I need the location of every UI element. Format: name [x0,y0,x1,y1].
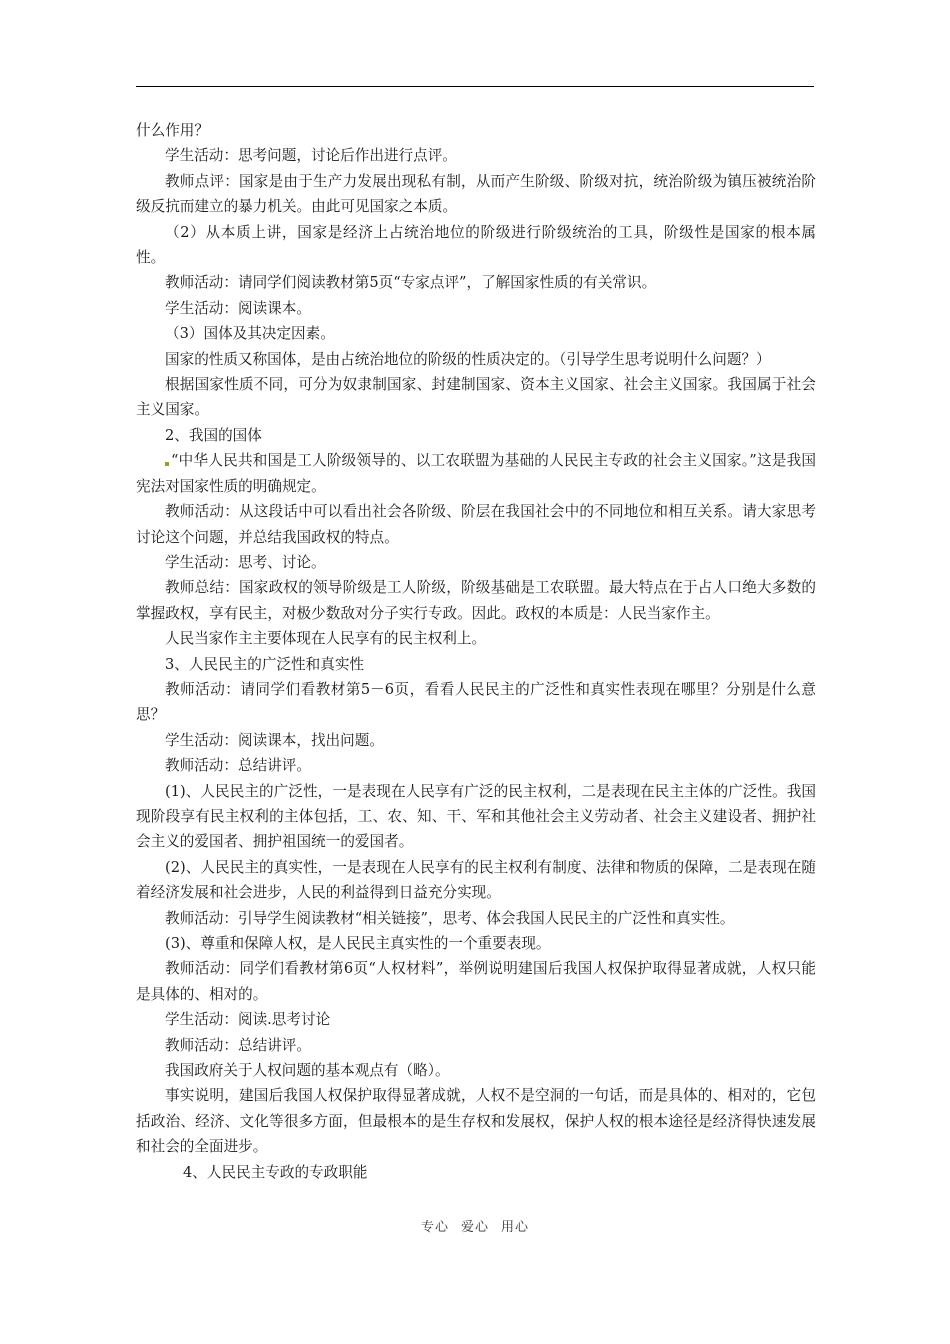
page-footer [0,1216,950,1235]
paragraph-text: 教师活动：引导学生阅读教材“相关链接”，思考、体会我国人民民主的广泛性和真实性。 [165,909,735,927]
paragraph-text: 教师活动：同学们看教材第6页“人权材料”，举例说明建国后我国人权保护取得显著成就，人权只能是具体的、相对的。 [136,960,816,1003]
annotation-mark [165,462,169,466]
paragraph-text: “中华人民共和国是工人阶级领导的、以工农联盟为基础的人民民主专政的社会主义国家。”这是我国宪法对国家性质的明确规定。 [136,452,816,495]
paragraph-text: 教师活动：总结讲评。 [165,757,311,775]
paragraph [136,1160,816,1185]
paragraph-text: 学生活动：思考、讨论。 [165,553,326,571]
paragraph [136,270,816,295]
paragraph [136,956,816,1007]
paragraph-text: 我国政府关于人权问题的基本观点有（略）。 [165,1062,450,1080]
paragraph [136,1007,816,1032]
paragraph-text: 教师总结：国家政权的领导阶级是工人阶级，阶级基础是工农联盟。最大特点在于占人口绝大多数的掌握政权，享有民主，对极少数敌对分子实行专政。因此。政权的本质是：人民当家作主。 [136,579,816,622]
paragraph-text: 事实说明，建国后我国人权保护取得显著成就，人权不是空洞的一句话，而是具体的、相对的，它包括政治、经济、文化等很多方面，但最根本的是生存权和发展权，保护人权的根本途径是经济得快速发展和社会的全面进步。 [136,1087,816,1156]
paragraph-text: 学生活动：思考问题，讨论后作出进行点评。 [165,147,457,165]
paragraph [136,321,816,346]
paragraph [136,143,816,168]
paragraph-text: （3）国体及其决定因素。 [165,325,335,343]
paragraph [136,118,816,143]
paragraph-text: 教师活动：请同学们阅读教材第5页“专家点评”，了解国家性质的有关常识。 [165,274,657,292]
paragraph-text: 什么作用？ [136,122,209,139]
paragraph [136,855,816,906]
paragraph-text: 学生活动：阅读课本。 [165,299,311,317]
paragraph [136,753,816,778]
paragraph [136,347,816,372]
paragraph-text: 4、人民民主专政的专政职能 [183,1163,368,1181]
document-body [136,118,816,1185]
header-rule [136,86,814,87]
paragraph-text: 2、我国的国体 [165,426,262,444]
paragraph [136,575,816,626]
paragraph [136,423,816,448]
paragraph-text: 教师活动：总结讲评。 [165,1036,311,1054]
paragraph [136,931,816,956]
paragraph [136,499,816,550]
paragraph-text: 根据国家性质不同，可分为奴隶制国家、封建制国家、资本主义国家、社会主义国家。我国属于社会主义国家。 [136,376,816,419]
paragraph [136,626,816,651]
paragraph [136,906,816,931]
paragraph [136,296,816,321]
paragraph [136,728,816,753]
paragraph [136,1033,816,1058]
paragraph [136,372,816,423]
paragraph-text: 人民当家作主主要体现在人民享有的民主权利上。 [165,630,487,648]
paragraph [136,448,816,499]
paragraph-text: 3、人民民主的广泛性和真实性 [165,655,365,673]
paragraph [136,779,816,855]
paragraph-text: 学生活动：阅读课本，找出问题。 [165,731,384,749]
paragraph [136,677,816,728]
paragraph [136,220,816,271]
paragraph-text: (2)、人民民主的真实性，一是表现在人民享有的民主权利有制度、法律和物质的保障，二是表现在随着经济发展和社会进步，人民的利益得到日益充分实现。 [136,858,816,902]
paragraph [136,1083,816,1159]
paragraph [136,169,816,220]
footer-word: 用心 [501,1220,530,1235]
paragraph-text: (1)、人民民主的广泛性，一是表现在人民享有广泛的民主权利，二是表现在民主主体的广泛性。我国现阶段享有民主权利的主体包括，工、农、知、干、军和其他社会主义劳动者、社会主义建设者、拥护社会主义的爱国者、拥护祖国统一的爱国者。 [136,782,816,851]
paragraph-text: （2）从本质上讲，国家是经济上占统治地位的阶级进行阶级统治的工具，阶级性是国家的根本属性。 [136,223,816,267]
paragraph-text: 国家的性质又称国体，是由占统治地位的阶级的性质决定的。（引导学生思考说明什么问题？） [165,350,771,368]
paragraph-text: 教师活动：从这段话中可以看出社会各阶级、阶层在我国社会中的不同地位和相互关系。请大家思考讨论这个问题，并总结我国政权的特点。 [136,503,816,546]
footer-word: 爱心 [460,1220,489,1235]
paragraph-text: 教师点评：国家是由于生产力发展出现私有制，从而产生阶级、阶级对抗，统治阶级为镇压被统治阶级反抗而建立的暴力机关。由此可见国家之本质。 [136,172,816,216]
paragraph-text: 教师活动：请同学们看教材第5－6页，看看人民民主的广泛性和真实性表现在哪里？分别是什么意思？ [136,680,816,724]
paragraph [136,550,816,575]
paragraph-text: 学生活动：阅读.思考讨论 [165,1011,331,1029]
paragraph [136,1058,816,1083]
footer-word: 专心 [420,1220,449,1235]
paragraph [136,652,816,677]
paragraph-text: (3)、尊重和保障人权，是人民民主真实性的一个重要表现。 [165,935,551,952]
